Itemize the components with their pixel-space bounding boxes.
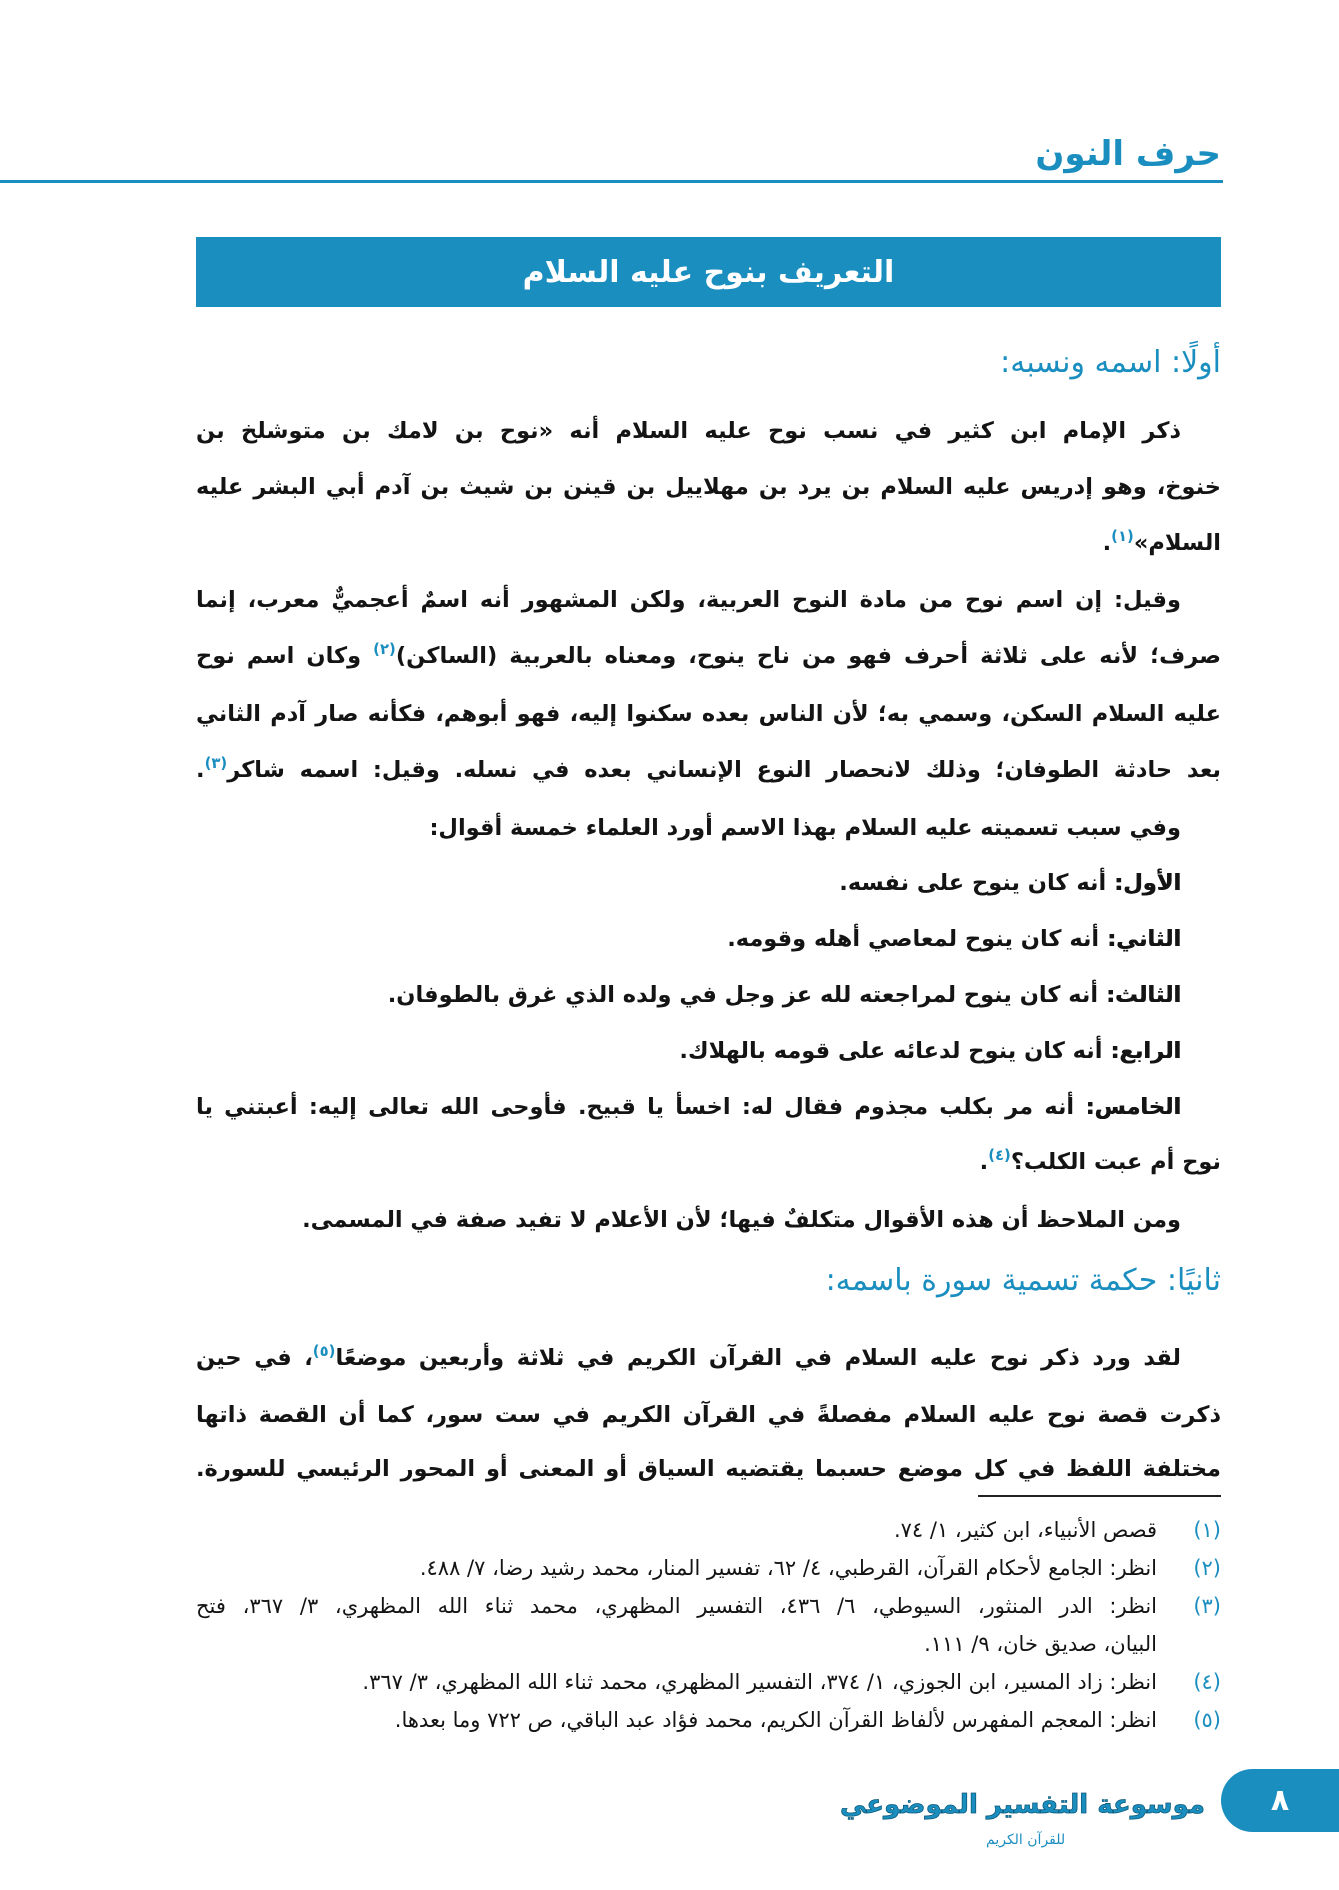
body-line [196,460,1221,516]
series-logo [839,1781,1205,1862]
footnote-ref: (٥) [312,1342,336,1361]
logo-subtitle: للقرآن الكريم [986,1832,1066,1848]
line-text: عليه السلام السكن، وسمي به؛ لأن الناس بعده سكنوا إليه، فهو أبوهم، فكأنه صار آدم الثاني [196,700,1221,727]
line-text-tail: ، في حين [196,1345,313,1371]
section-2-body [196,1331,1221,1497]
body-line [196,1442,1221,1497]
footnote-number: (٢) [1193,1556,1221,1580]
body-line [196,516,1221,574]
body-line [196,404,1221,460]
footnote-number: (١) [1193,1518,1221,1542]
footnote [196,1663,1221,1701]
body-line [196,743,1221,801]
footnote [196,1511,1221,1549]
list-label: الثالث: [1105,981,1181,1008]
line-text-tail: . [196,756,205,783]
page-number-tab [1221,1769,1339,1832]
logo-title: موسوعة التفسير الموضوعي [839,1790,1205,1820]
footnotes [196,1511,1221,1739]
line-text-tail: . [1102,529,1112,556]
footnote-ref: (٢) [373,640,396,659]
line-text: وقيل: إن اسم نوح من مادة النوح العربية، ولكن المشهور أنه اسمٌ أعجميٌّ معرب، إنما [196,587,1181,614]
body-line [196,629,1221,687]
line-text: ذكرت قصة نوح عليه السلام مفصلةً في القرآن الكريم في ست سور، كما أن القصة ذاتها [196,1401,1221,1428]
line-text-tail: . [979,1149,989,1176]
body-line [196,573,1221,629]
footnote-text-line: قصص الأنبياء، ابن كثير، ١/ ٧٤. [893,1518,1157,1542]
body-line [196,1331,1221,1388]
list-label: الرابع: [1110,1037,1181,1064]
footnote-number: (٤) [1193,1670,1221,1694]
line-text: ذكر الإمام ابن كثير في نسب نوح عليه السلام أنه «نوح بن لامك بن متوشلخ بن [196,418,1181,444]
line-text: ومن الملاحظ أن هذه الأقوال متكلفٌ فيها؛ لأن الأعلام لا تفيد صفة في المسمى. [302,1207,1181,1234]
header-rule [0,180,1223,183]
footnote-body [196,1663,1157,1701]
line-text: لقد ورد ذكر نوح عليه السلام في القرآن الكريم في ثلاثة وأربعين موضعًا [335,1345,1181,1371]
footnote-text-line: انظر: زاد المسير، ابن الجوزي، ١/ ٣٧٤، التفسير المظهري، محمد ثناء الله المظهري، ٣/ ٣٦٧. [362,1670,1157,1694]
line-text: مختلفة اللفظ في كل موضع حسبما يقتضيه السياق أو المعنى أو المحور الرئيسي للسورة. [196,1456,1221,1482]
line-text: خنوخ، وهو إدريس عليه السلام بن يرد بن مهلاييل بن قينن بن شيث بن آدم أبي البشر عليه [196,473,1221,500]
list-label: الثاني: [1106,926,1181,953]
list-label: الأول: [1114,870,1181,897]
line-text-tail: وكان اسم نوح [196,643,374,670]
footnote-text-line: انظر: الجامع لأحكام القرآن، القرطبي، ٤/ ٦٢، تفسير المنار، محمد رشيد رضا، ٧/ ٤٨٨. [419,1556,1157,1580]
footnote-ref: (٣) [204,753,228,772]
footnote-body [196,1587,1157,1663]
body-line [196,1388,1221,1443]
footnote [196,1587,1221,1663]
footnote [196,1549,1221,1587]
list-item [196,968,1221,1024]
footnote-number: (٣) [1193,1594,1221,1618]
list-label: الخامس: [1085,1093,1181,1120]
banner-title: التعريف بنوح عليه السلام [522,254,895,290]
line-text: السلام» [1133,529,1221,556]
line-text: أنه مر بكلب مجذوم فقال له: اخسأ يا قبيح. فأوحى الله تعالى إليه: أعبتني يا [196,1093,1075,1120]
body-line [196,1193,1221,1249]
page-number: ٨ [1270,1783,1290,1818]
body-line [196,1135,1221,1193]
section-1-body [196,404,1221,1249]
footnote-body [196,1549,1157,1587]
line-text: أنه كان ينوح لمراجعته لله عز وجل في ولده الذي غرق بالطوفان. [387,981,1099,1008]
title-banner [196,237,1221,307]
line-text: نوح أم عبت الكلب؟ [1010,1149,1221,1176]
footnote-ref: (١) [1111,526,1134,545]
line-text: أنه كان ينوح على نفسه. [839,870,1107,897]
section-heading: أولًا: اسمه ونسبه: [1000,345,1221,380]
body-line [196,687,1221,743]
list-item [196,1024,1221,1080]
list-item [196,912,1221,968]
list-item [196,1080,1221,1136]
line-text: صرف؛ لأنه على ثلاثة أحرف فهو من ناح ينوح، ومعناه بالعربية (الساكن) [395,643,1221,670]
line-text: أنه كان ينوح لمعاصي أهله وقومه. [727,926,1100,953]
footnote-body [196,1511,1157,1549]
chapter-title: حرف النون [1035,134,1221,174]
footnote [196,1701,1221,1739]
section-heading: ثانيًا: حكمة تسمية سورة باسمه: [825,1263,1221,1298]
footnote-body [196,1701,1157,1739]
list-item [196,856,1221,912]
footnote-text-line: البيان، صديق خان، ٩/ ١١١. [924,1632,1157,1656]
footnote-number: (٥) [1193,1708,1221,1732]
footnote-text-line: انظر: الدر المنثور، السيوطي، ٦/ ٤٣٦، التفسير المظهري، محمد ثناء الله المظهري، ٣/ ٣٦٧، فتح [196,1594,1157,1618]
line-text: بعد حادثة الطوفان؛ وذلك لانحصار النوع الإنساني بعده في نسله. وقيل: اسمه شاكر [227,756,1221,783]
line-text: أنه كان ينوح لدعائه على قومه بالهلاك. [679,1037,1103,1064]
footnote-ref: (٤) [988,1146,1011,1165]
footnote-separator [978,1495,1221,1497]
line-text: وفي سبب تسميته عليه السلام بهذا الاسم أورد العلماء خمسة أقوال: [429,814,1181,841]
body-line [196,801,1221,857]
footnote-text-line: انظر: المعجم المفهرس لألفاظ القرآن الكريم، محمد فؤاد عبد الباقي، ص ٧٢٢ وما بعدها. [394,1708,1157,1732]
